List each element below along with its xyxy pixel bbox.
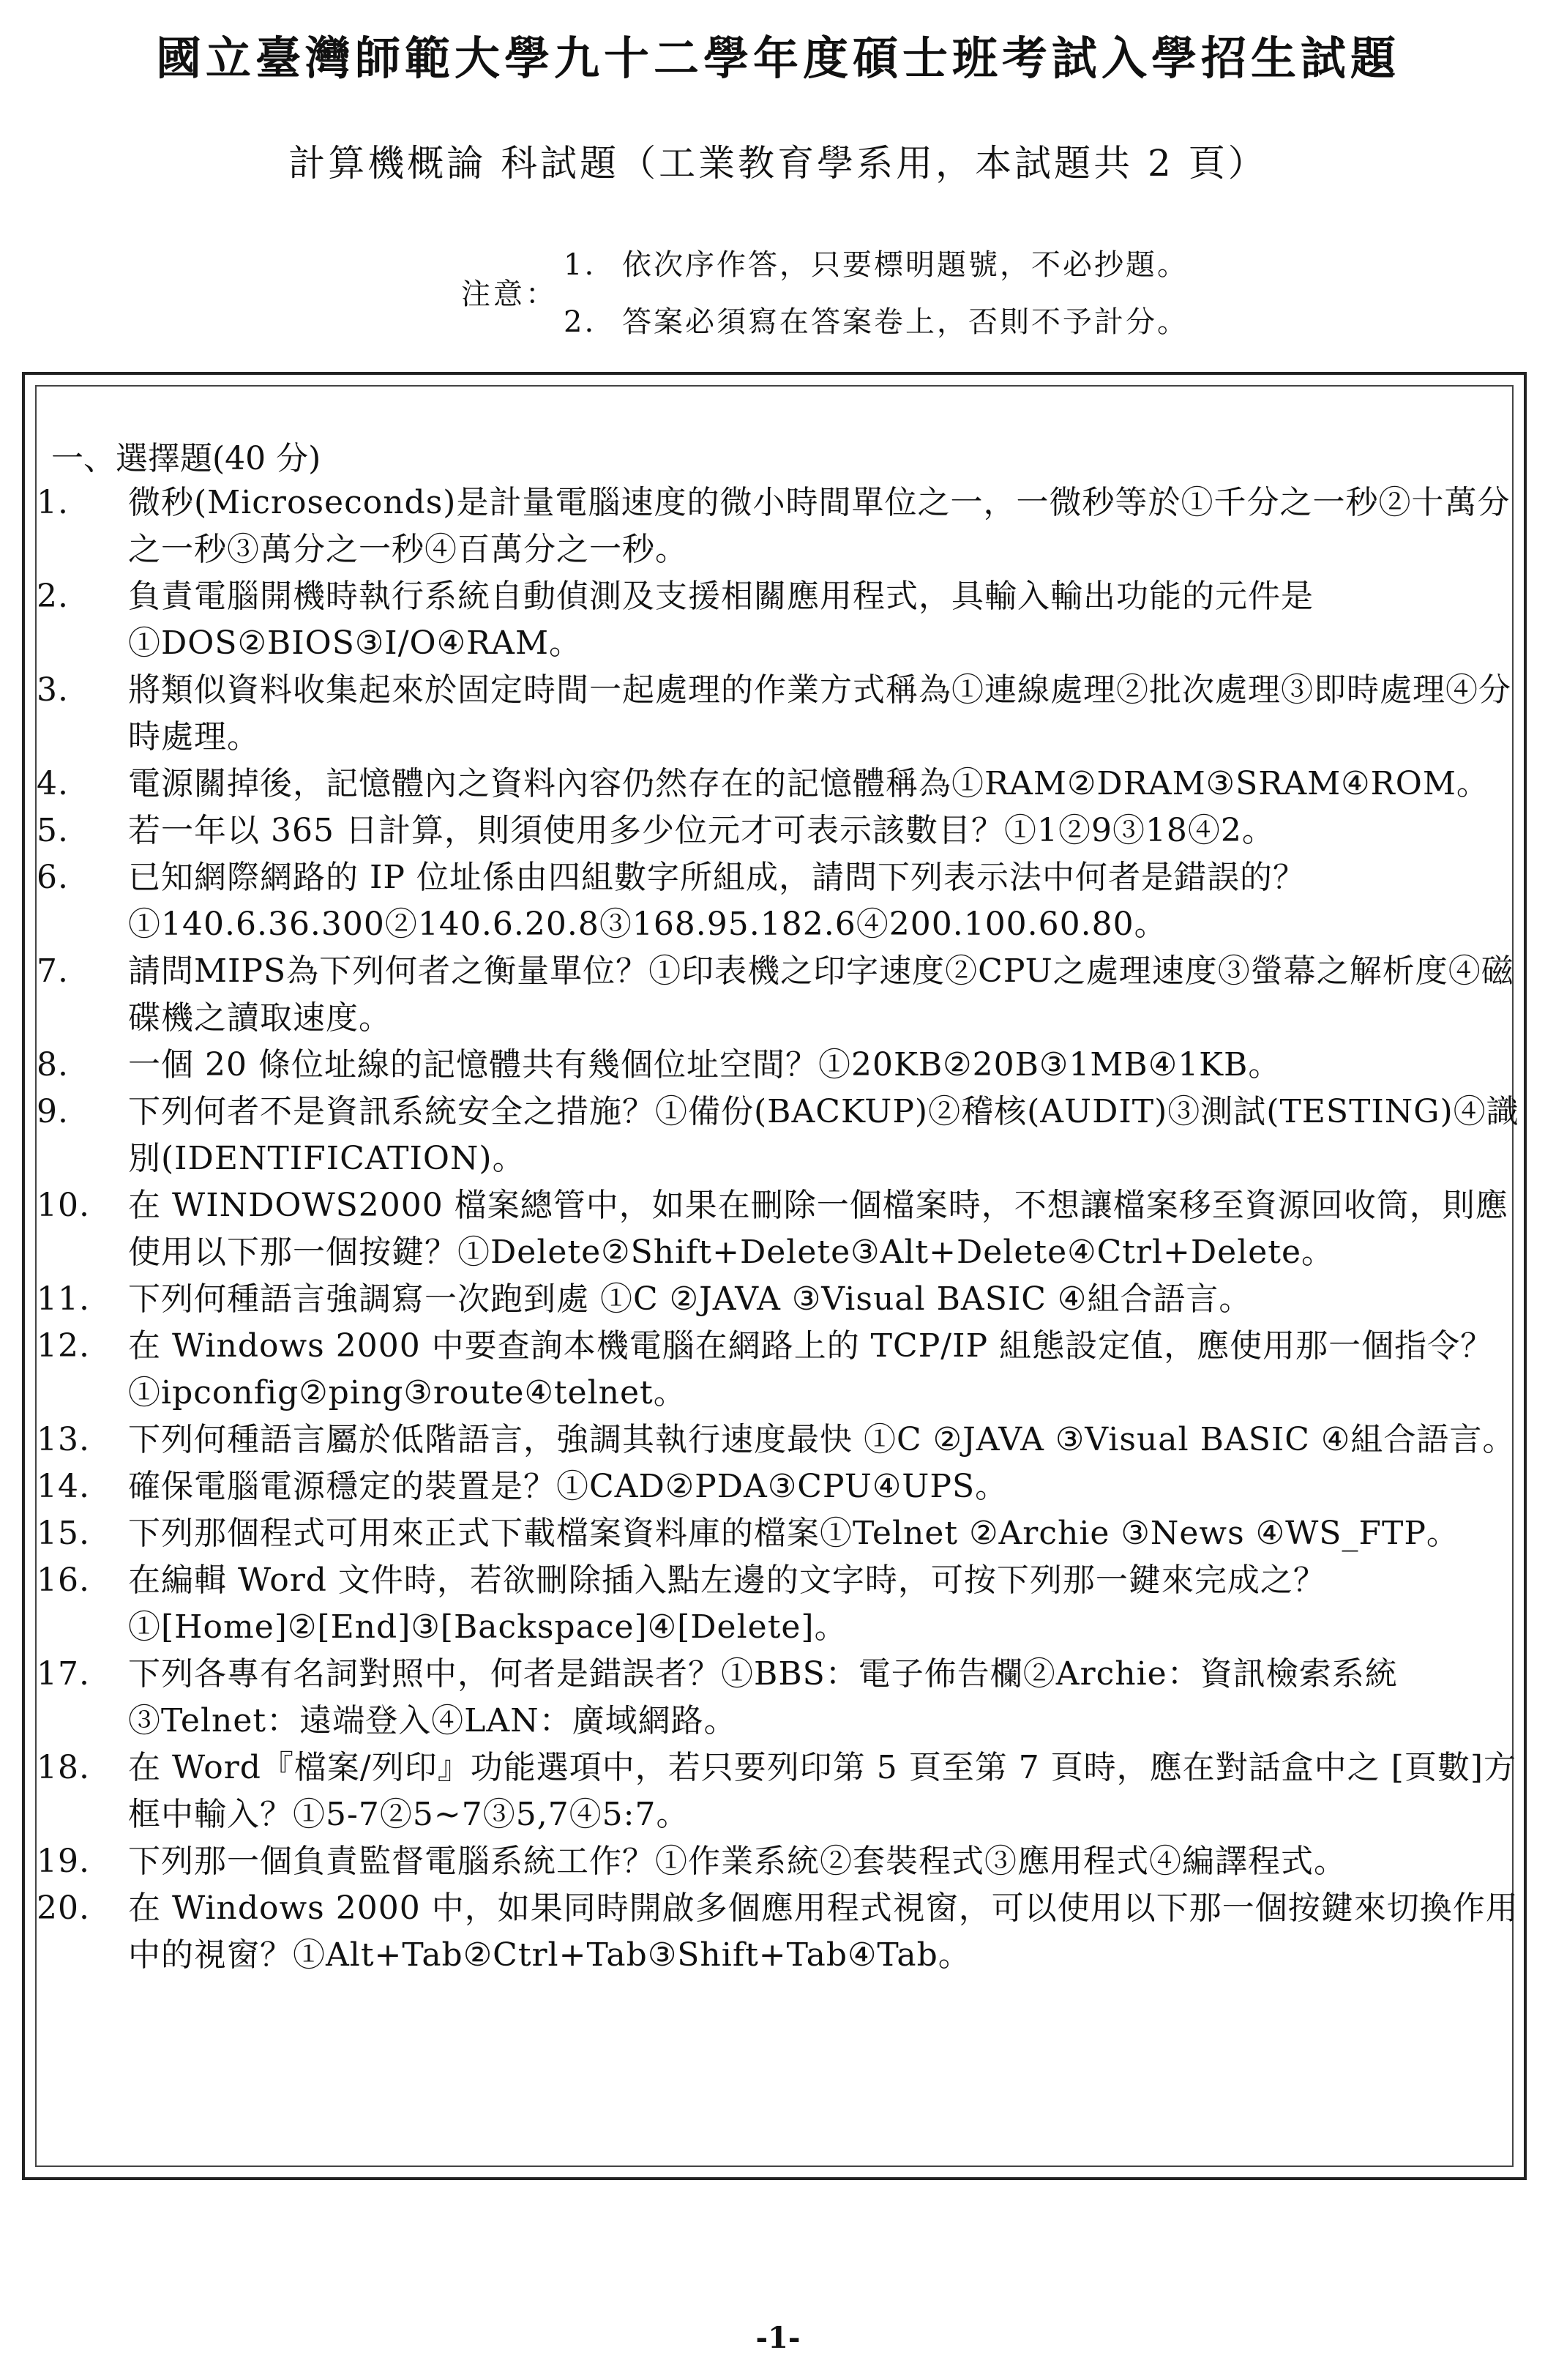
question-number: 4. <box>37 765 69 802</box>
question-number: 18. <box>37 1749 90 1786</box>
question-number: 20. <box>37 1890 90 1927</box>
question-item <box>37 1417 1522 1463</box>
question-text: 下列何種語言屬於低階語言，強調其執行速度最快 ①C ②JAVA ③Visual BASIC ④組合語言。 <box>128 1421 1516 1458</box>
question-number: 3. <box>37 671 69 709</box>
question-number: 16. <box>37 1562 90 1599</box>
question-text: 下列何者不是資訊系統安全之措施？①備份(BACKUP)②稽核(AUDIT)③測試(TESTING)④識別(IDENTIFICATION)。 <box>128 1093 1519 1177</box>
question-text: 將類似資料收集起來於固定時間一起處理的作業方式稱為①連線處理②批次處理③即時處理④分時處理。 <box>128 671 1511 756</box>
question-number: 2. <box>37 578 69 615</box>
question-text: 微秒(Microseconds)是計量電腦速度的微小時間單位之一，一微秒等於①千分之一秒②十萬分之一秒③萬分之一秒④百萬分之一秒。 <box>128 484 1511 568</box>
question-number: 9. <box>37 1093 69 1130</box>
notice-item-number: 1. <box>564 248 596 282</box>
question-text: 在 Windows 2000 中，如果同時開啟多個應用程式視窗，可以使用以下那一個按鍵來切換作用中的視窗？①Alt+Tab②Ctrl+Tab③Shift+Tab④Tab。 <box>128 1890 1519 1974</box>
question-text: 下列那個程式可用來正式下載檔案資料庫的檔案①Telnet ②Archie ③News ④WS_FTP。 <box>128 1515 1459 1552</box>
question-list <box>37 480 1522 1979</box>
question-item <box>37 1089 1522 1182</box>
notice-label: 注意： <box>461 277 558 311</box>
notice-item <box>564 299 1189 340</box>
question-number: 15. <box>37 1515 90 1552</box>
question-text: 在 Windows 2000 中要查詢本機電腦在網路上的 TCP/IP 組態設定值，應使用那一個指令？①ipconfig②ping③route④telnet。 <box>128 1327 1494 1411</box>
question-text: 負責電腦開機時執行系統自動偵測及支援相關應用程式，具輸入輸出功能的元件是①DOS②BIOS③I/O④RAM。 <box>128 578 1314 662</box>
question-number: 10. <box>37 1187 90 1224</box>
question-item <box>37 1182 1522 1276</box>
question-number: 1. <box>37 484 69 521</box>
exam-title: 國立臺灣師範大學九十二學年度碩士班考試入學招生試題 <box>155 31 1400 85</box>
question-number: 5. <box>37 812 69 849</box>
question-text: 確保電腦電源穩定的裝置是？①CAD②PDA③CPU④UPS。 <box>128 1468 1009 1505</box>
question-item <box>37 854 1522 948</box>
question-text: 下列各專有名詞對照中，何者是錯誤者？①BBS：電子佈告欄②Archie：資訊檢索系統③Telnet：遠端登入④LAN：廣域網路。 <box>128 1655 1398 1739</box>
question-number: 14. <box>37 1468 90 1505</box>
question-number: 12. <box>37 1327 90 1365</box>
question-item <box>37 1651 1522 1745</box>
question-number: 19. <box>37 1843 90 1880</box>
question-item <box>37 761 1522 807</box>
section-title: 一、選擇題(40 分) <box>51 440 321 477</box>
page-number: -1- <box>755 2321 801 2355</box>
notice-item-text: 答案必須寫在答案卷上，否則不予計分。 <box>622 305 1189 339</box>
question-text: 在編輯 Word 文件時，若欲刪除插入點左邊的文字時，可按下列那一鍵來完成之？①[Home]②[End]③[Backspace]④[Delete]。 <box>128 1562 1326 1646</box>
question-number: 11. <box>37 1280 90 1318</box>
question-text: 已知網際網路的 IP 位址係由四組數字所組成，請問下列表示法中何者是錯誤的？①140.6.36.300②140.6.20.8③168.95.182.6④200.100.60.80。 <box>128 859 1306 943</box>
question-number: 8. <box>37 1046 69 1083</box>
question-item <box>37 1463 1522 1510</box>
question-item <box>37 480 1522 573</box>
question-number: 13. <box>37 1421 90 1458</box>
question-text: 下列何種語言強調寫一次跑到處 ①C ②JAVA ③Visual BASIC ④組合語言。 <box>128 1280 1252 1318</box>
question-text: 在 WINDOWS2000 檔案總管中，如果在刪除一個檔案時，不想讓檔案移至資源回收筒，則應使用以下那一個按鍵？①Delete②Shift+Delete③Alt+Delete④Ctrl+Delete。 <box>128 1187 1508 1271</box>
question-text: 電源關掉後，記憶體內之資料內容仍然存在的記憶體稱為①RAM②DRAM③SRAM④ROM。 <box>128 765 1489 802</box>
question-item <box>37 573 1522 667</box>
question-item <box>37 1885 1522 1979</box>
notice-item <box>564 242 1189 283</box>
question-item <box>37 1042 1522 1089</box>
question-text: 在 Word『檔案/列印』功能選項中，若只要列印第 5 頁至第 7 頁時，應在對話盒中之 [頁數]方框中輸入？①5-7②5~7③5,7④5:7。 <box>128 1749 1516 1833</box>
question-item <box>37 667 1522 761</box>
exam-subtitle: 計算機概論 科試題（工業教育學系用，本試題共 2 頁） <box>288 142 1268 184</box>
question-item <box>37 1276 1522 1323</box>
question-item <box>37 1838 1522 1885</box>
question-item <box>37 1557 1522 1651</box>
question-item <box>37 1510 1522 1557</box>
question-item <box>37 948 1522 1042</box>
question-number: 6. <box>37 859 69 896</box>
question-item <box>37 807 1522 854</box>
question-item <box>37 1745 1522 1838</box>
notice-block <box>461 242 1266 351</box>
question-number: 7. <box>37 952 69 990</box>
question-text: 下列那一個負責監督電腦系統工作？①作業系統②套裝程式③應用程式④編譯程式。 <box>128 1843 1347 1880</box>
notice-item-number: 2. <box>564 305 596 339</box>
question-item <box>37 1323 1522 1417</box>
notice-item-text: 依次序作答，只要標明題號，不必抄題。 <box>622 248 1189 282</box>
question-number: 17. <box>37 1655 90 1693</box>
question-text: 若一年以 365 日計算，則須使用多少位元才可表示該數目？①1②9③18④2。 <box>128 812 1275 849</box>
question-text: 一個 20 條位址線的記憶體共有幾個位址空間？①20KB②20B③1MB④1KB。 <box>128 1046 1282 1083</box>
question-text: 請問MIPS為下列何者之衡量單位？①印表機之印字速度②CPU之處理速度③螢幕之解析度④磁碟機之讀取速度。 <box>128 952 1514 1037</box>
